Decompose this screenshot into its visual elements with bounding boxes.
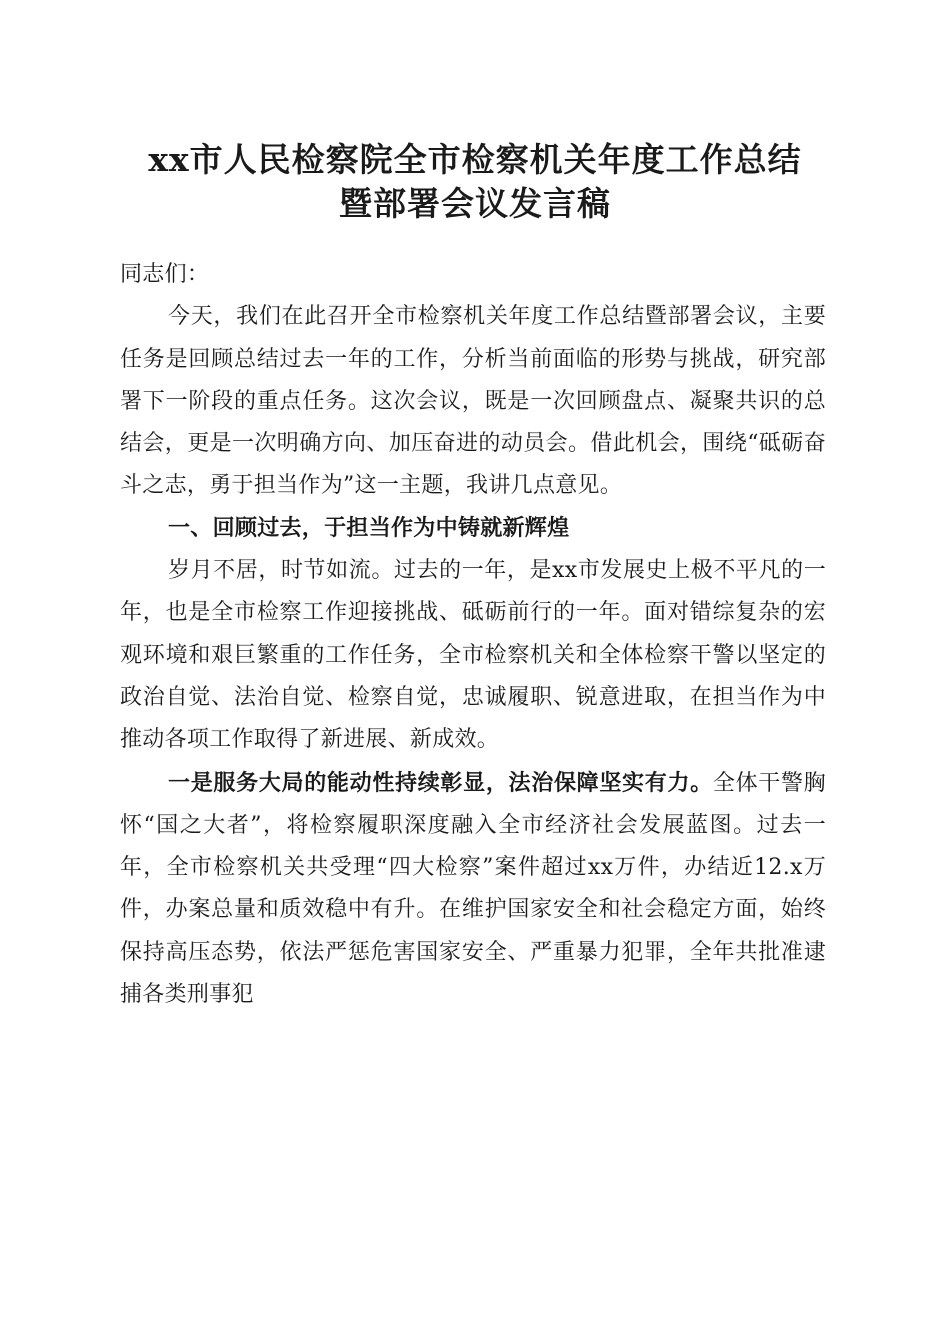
paragraph-point-1 bbox=[120, 762, 826, 1017]
point-1-lead: 一是服务大局的能动性持续彰显，法治保障坚实有力。 bbox=[168, 769, 713, 796]
section-heading-1: 一、回顾过去，于担当作为中铸就新辉煌 bbox=[168, 515, 570, 541]
document-body bbox=[120, 254, 826, 1016]
paragraph-intro: 今天，我们在此召开全市检察机关年度工作总结暨部署会议，主要任务是回顾总结过去一年的工作，分析当前面临的形势与挑战，研究部署下一阶段的重点任务。这次会议，既是一次回顾盘点、凝聚共识的总结会，更是一次明确方向、加压奋进的动员会。借此机会，围绕“砥砺奋斗之志，勇于担当作为”这一主题，我讲几点意见。 bbox=[120, 304, 826, 499]
document-title-line-1: xx市人民检察院全市检察机关年度工作总结 bbox=[148, 140, 802, 179]
point-1-body: 全体干警胸怀“国之大者”，将检察履职深度融入全市经济社会发展蓝图。过去一年，全市检察机关共受理“四大检察”案件超过xx万件，办结近12.x万件，办案总量和质效稳中有升。在维护国家安全和社会稳定方面，始终保持高压态势，依法严惩危害国家安全、严重暴力犯罪，全年共批准逮捕各类刑事犯 bbox=[120, 770, 826, 1008]
paragraph-review: 岁月不居，时节如流。过去的一年，是xx市发展史上极不平凡的一年，也是全市检察工作迎接挑战、砥砺前行的一年。面对错综复杂的宏观环境和艰巨繁重的工作任务，全市检察机关和全体检察干警以坚定的政治自觉、法治自觉、检察自觉，忠诚履职、锐意进取，在担当作为中推动各项工作取得了新进展、新成效。 bbox=[120, 558, 826, 753]
salutation: 同志们： bbox=[120, 262, 210, 287]
document-title-line-2: 暨部署会议发言稿 bbox=[339, 184, 611, 223]
